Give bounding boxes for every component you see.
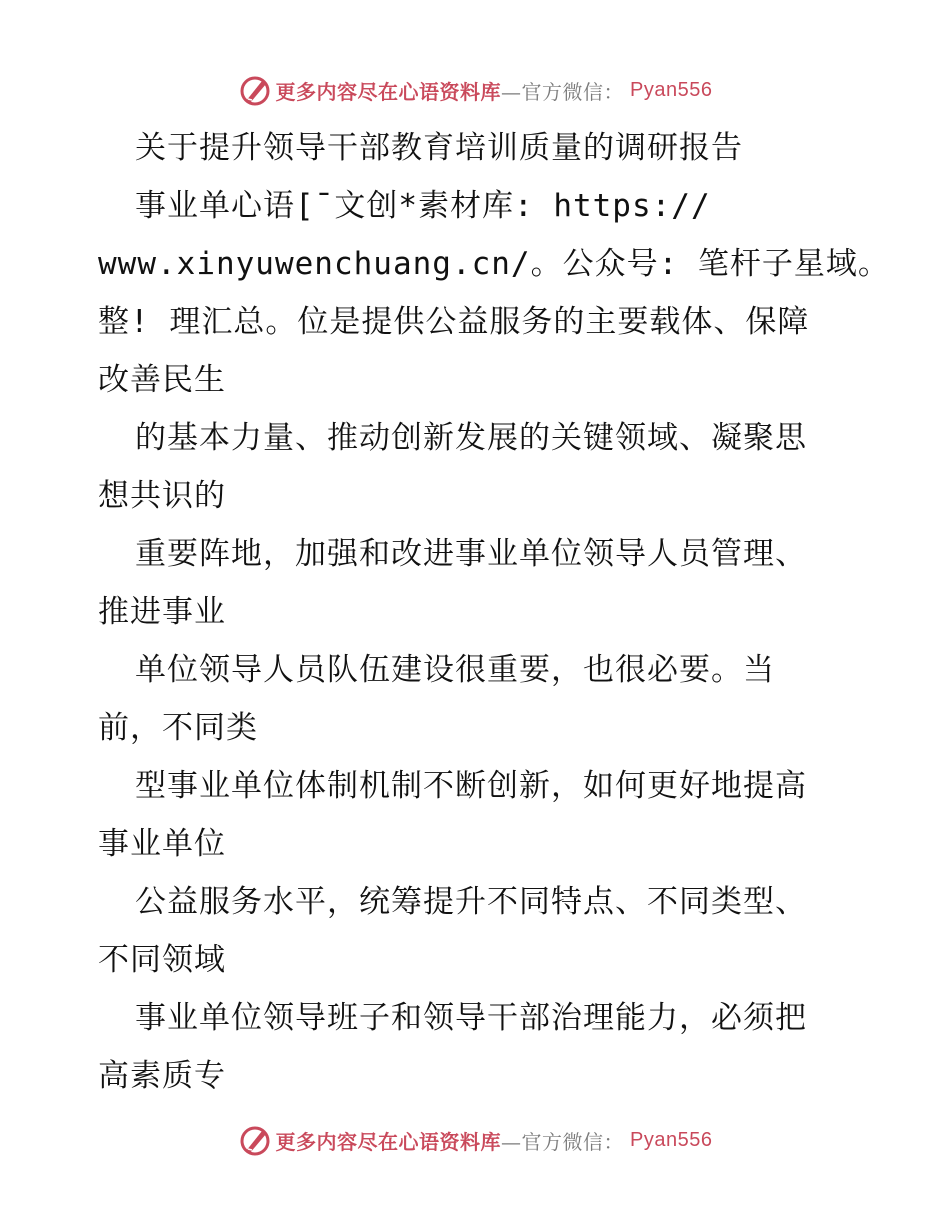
- banner-text-wechat: Pyan556: [630, 78, 713, 101]
- footer-watermark-banner: [0, 1120, 950, 1160]
- paragraph-line: 整! 理汇总。位是提供公益服务的主要载体、保障: [98, 304, 810, 340]
- paragraph-line: 不同领域: [98, 942, 226, 978]
- banner-text-main: 更多内容尽在心语资料库: [275, 1129, 502, 1154]
- paragraph-line: 推进事业: [98, 594, 226, 630]
- paragraph-line: www.xinyuwenchuang.cn/。公众号: 笔杆子星域。: [98, 246, 890, 282]
- paragraph-line: 事业单位: [98, 826, 226, 862]
- paragraph-line: 的基本力量、推动创新发展的关键领域、凝聚思: [135, 420, 807, 456]
- banner-text-wechat: Pyan556: [630, 1128, 713, 1151]
- banner-text-main: 更多内容尽在心语资料库: [275, 79, 502, 104]
- paragraph-line: 高素质专: [98, 1058, 226, 1094]
- paragraph-line: 型事业单位体制机制不断创新，如何更好地提高: [135, 768, 807, 804]
- header-watermark-banner: [0, 70, 950, 110]
- paragraph-line: 公益服务水平，统筹提升不同特点、不同类型、: [135, 884, 807, 920]
- paragraph-line: 重要阵地，加强和改进事业单位领导人员管理、: [135, 536, 807, 572]
- paragraph-line: 想共识的: [98, 478, 226, 514]
- paragraph-line: 事业单位领导班子和领导干部治理能力，必须把: [135, 1000, 807, 1036]
- quill-pen-logo-icon: [238, 1123, 272, 1157]
- document-title: 关于提升领导干部教育培训质量的调研报告: [135, 130, 743, 166]
- paragraph-line: 事业单心语[¯文创*素材库: https://: [135, 188, 711, 224]
- banner-text-dash: —官方微信：: [501, 1129, 625, 1154]
- quill-pen-logo-icon: [238, 73, 272, 107]
- paragraph-line: 改善民生: [98, 362, 226, 398]
- banner-text-dash: —官方微信：: [501, 79, 625, 104]
- paragraph-line: 前，不同类: [98, 710, 258, 746]
- paragraph-line: 单位领导人员队伍建设很重要，也很必要。当: [135, 652, 775, 688]
